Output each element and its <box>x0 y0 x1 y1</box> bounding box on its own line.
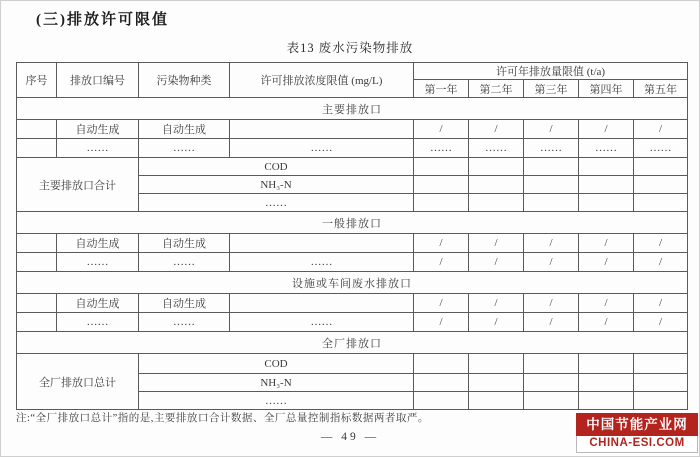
cell-pollutant-nh3n: NH₃-N <box>139 176 414 194</box>
cell-year <box>414 354 469 374</box>
cell-year <box>414 392 469 410</box>
cell-year <box>579 176 634 194</box>
cell-year: …… <box>579 139 634 158</box>
cell-year: / <box>414 253 469 272</box>
band-facility-outlet: 设施或车间废水排放口 <box>17 272 688 294</box>
cell-conc: …… <box>230 139 414 158</box>
cell-year: …… <box>469 139 524 158</box>
cell-year <box>524 158 579 176</box>
header-conc-limit: 许可排放浓度限值 (mg/L) <box>230 63 414 98</box>
cell-pollutant: …… <box>139 139 230 158</box>
cell-pollutant: 自动生成 <box>139 120 230 139</box>
cell-seq <box>17 294 57 313</box>
cell-conc <box>230 120 414 139</box>
cell-year <box>469 374 524 392</box>
cell-year <box>634 374 688 392</box>
cell-year <box>634 392 688 410</box>
header-year-5: 第五年 <box>634 80 688 98</box>
table-footnote: 注:“全厂排放口总计”指的是,主要排放口合计数据、全厂总量控制指标数据两者取严。 <box>16 413 429 424</box>
cell-pollutant-dots: …… <box>139 194 414 212</box>
table-caption: 表13 废水污染物排放 <box>286 41 414 55</box>
cell-year: / <box>414 234 469 253</box>
cell-year: …… <box>524 139 579 158</box>
cell-pollutant-nh3n: NH₃-N <box>139 374 414 392</box>
cell-year <box>579 354 634 374</box>
cell-year <box>469 158 524 176</box>
cell-year: / <box>634 234 688 253</box>
cell-year: / <box>414 294 469 313</box>
cell-year <box>414 158 469 176</box>
cell-year: / <box>579 120 634 139</box>
cell-pollutant-cod: COD <box>139 158 414 176</box>
cell-year: …… <box>634 139 688 158</box>
page-number: — 49 — <box>320 431 380 443</box>
cell-pollutant-cod: COD <box>139 354 414 374</box>
cell-year: / <box>634 313 688 332</box>
cell-main-outlet-total-label: 主要排放口合计 <box>17 158 139 212</box>
cell-year: / <box>414 120 469 139</box>
cell-year: / <box>469 234 524 253</box>
cell-pollutant: 自动生成 <box>139 294 230 313</box>
cell-seq <box>17 234 57 253</box>
cell-conc: …… <box>230 313 414 332</box>
cell-outlet: …… <box>57 313 139 332</box>
cell-seq <box>17 313 57 332</box>
cell-year: / <box>579 313 634 332</box>
watermark-logo <box>576 413 698 453</box>
header-pollutant-type: 污染物种类 <box>139 63 230 98</box>
band-plant-outlet: 全厂排放口 <box>17 332 688 354</box>
cell-year: / <box>524 120 579 139</box>
band-main-outlet: 主要排放口 <box>17 98 688 120</box>
cell-outlet: 自动生成 <box>57 234 139 253</box>
cell-year <box>469 194 524 212</box>
cell-year: / <box>579 253 634 272</box>
cell-pollutant-dots: …… <box>139 392 414 410</box>
cell-year: / <box>579 294 634 313</box>
cell-year <box>579 392 634 410</box>
cell-year <box>524 374 579 392</box>
cell-year <box>414 194 469 212</box>
cell-conc <box>230 294 414 313</box>
cell-year: / <box>579 234 634 253</box>
cell-year <box>634 176 688 194</box>
cell-outlet: 自动生成 <box>57 120 139 139</box>
cell-year <box>579 158 634 176</box>
cell-year <box>469 392 524 410</box>
cell-outlet: …… <box>57 253 139 272</box>
cell-year: / <box>524 294 579 313</box>
cell-year: / <box>469 294 524 313</box>
watermark-site-name: 中国节能产业网 <box>576 413 698 436</box>
header-year-3: 第三年 <box>524 80 579 98</box>
cell-outlet: …… <box>57 139 139 158</box>
cell-pollutant: 自动生成 <box>139 234 230 253</box>
header-year-2: 第二年 <box>469 80 524 98</box>
header-year-4: 第四年 <box>579 80 634 98</box>
cell-pollutant: …… <box>139 253 230 272</box>
cell-outlet: 自动生成 <box>57 294 139 313</box>
cell-seq <box>17 139 57 158</box>
cell-year: / <box>524 313 579 332</box>
cell-conc <box>230 234 414 253</box>
cell-year <box>414 374 469 392</box>
cell-year: / <box>634 120 688 139</box>
cell-year <box>524 354 579 374</box>
wastewater-discharge-table <box>16 62 688 410</box>
band-general-outlet: 一般排放口 <box>17 212 688 234</box>
cell-seq <box>17 253 57 272</box>
cell-year <box>524 392 579 410</box>
header-outlet-no: 排放口编号 <box>57 63 139 98</box>
cell-year <box>469 354 524 374</box>
cell-year: / <box>469 253 524 272</box>
cell-year: …… <box>414 139 469 158</box>
cell-year <box>579 194 634 212</box>
cell-year: / <box>469 120 524 139</box>
cell-year: / <box>634 253 688 272</box>
cell-year <box>634 354 688 374</box>
cell-year <box>579 374 634 392</box>
cell-year <box>524 176 579 194</box>
cell-year <box>524 194 579 212</box>
cell-year: / <box>634 294 688 313</box>
cell-year <box>414 176 469 194</box>
cell-plant-outlet-total-label: 全厂排放口总计 <box>17 354 139 410</box>
cell-year <box>469 176 524 194</box>
cell-year: / <box>414 313 469 332</box>
cell-year: / <box>524 253 579 272</box>
header-seq: 序号 <box>17 63 57 98</box>
section-heading: (三)排放许可限值 <box>36 12 169 28</box>
cell-year <box>634 194 688 212</box>
watermark-domain: CHINA-ESI.COM <box>576 436 698 453</box>
cell-year <box>634 158 688 176</box>
cell-pollutant: …… <box>139 313 230 332</box>
header-year-1: 第一年 <box>414 80 469 98</box>
cell-year: / <box>469 313 524 332</box>
cell-seq <box>17 120 57 139</box>
cell-year: / <box>524 234 579 253</box>
header-annual-limit: 许可年排放量限值 (t/a) <box>414 63 688 80</box>
cell-conc: …… <box>230 253 414 272</box>
